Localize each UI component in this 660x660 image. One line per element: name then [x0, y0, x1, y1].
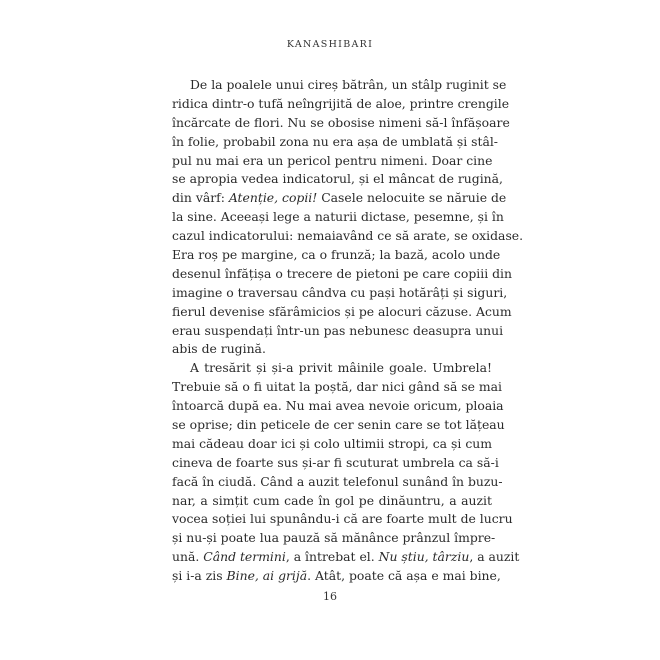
text-segment: cineva de foarte sus și-ar fi scuturat umbrela ca să-i [172, 454, 499, 470]
text-line [172, 473, 503, 492]
text-segment: se oprise; din peticele de cer senin care se tot lățeau [172, 417, 505, 433]
text-line [172, 265, 512, 284]
text-segment: desenul înfățișa o trecere de pietoni pe care copiii din [172, 265, 512, 281]
text-segment: și nu-și poate lua pauză să mănânce prânzul împre- [172, 530, 496, 546]
text-segment: la sine. Aceeași lege a naturii dictase, pesemne, și în [172, 209, 504, 225]
text-segment: fierul devenise sfărâmicios și pe alocuri căzuse. Acum [172, 303, 512, 319]
body-text [172, 76, 524, 586]
text-segment: ună. [172, 549, 204, 565]
text-segment: ridica dintr-o tufă neîngrijită de aloe, printre crengile [172, 95, 510, 111]
text-line [172, 284, 508, 303]
text-line [172, 378, 503, 397]
text-line [172, 510, 513, 529]
text-segment: pul nu mai era un pericol pentru nimeni. Doar cine [172, 152, 493, 168]
italic-text: Atenție, copii! [228, 190, 318, 206]
text-line [172, 397, 504, 416]
italic-text: Când termini [203, 549, 286, 565]
text-line [172, 567, 501, 586]
text-line [172, 548, 520, 567]
text-line [172, 76, 507, 95]
text-line [172, 359, 492, 378]
paragraph [172, 76, 524, 359]
text-segment: în folie, probabil zona nu era așa de umblată și stâl- [172, 133, 498, 149]
text-segment: Casele nelocuite se năruie de [317, 190, 507, 206]
text-line [172, 492, 492, 511]
text-line [172, 114, 510, 133]
text-segment: A tresărit și și-a privit mâinile goale. Umbrela! [190, 360, 492, 376]
text-segment: facă în ciudă. Când a auzit telefonul sunând în buzu- [172, 473, 503, 489]
text-segment: mai cădeau doar ici și colo ultimii stropi, ca și cum [172, 435, 492, 451]
text-line [172, 152, 492, 171]
text-line [172, 95, 510, 114]
text-segment: cazul indicatorului: nemaiavând ce să arate, se oxidase. [172, 228, 524, 244]
text-segment: De la poalele unui cireș bătrân, un stâlp ruginit se [190, 77, 507, 92]
text-segment: . Atât, poate că așa e mai bine, [307, 568, 501, 584]
text-line [172, 529, 496, 548]
italic-text: Bine, ai grijă [226, 568, 308, 584]
text-line [172, 435, 492, 454]
text-line [172, 416, 505, 435]
text-line [172, 170, 503, 189]
text-line [172, 133, 498, 152]
italic-text: Nu știu, târziu [378, 549, 470, 565]
running-head: KANASHIBARI [286, 39, 374, 50]
text-line [172, 322, 504, 341]
text-line [172, 227, 524, 246]
text-line [172, 208, 504, 227]
text-segment: din vârf: [172, 190, 229, 206]
text-line [172, 189, 507, 208]
text-segment: Trebuie să o fi uitat la poștă, dar nici gând să se mai [172, 379, 503, 395]
text-segment: nar, a simțit cum cade în gol pe dinăuntru, a auzit [172, 492, 492, 508]
text-line [172, 303, 512, 322]
text-segment: se apropia vedea indicatorul, și el mâncat de rugină, [172, 171, 503, 187]
text-segment: întoarcă după ea. Nu mai avea nevoie oricum, ploaia [172, 398, 504, 414]
text-line [172, 454, 499, 473]
text-line [172, 340, 492, 359]
text-segment: Era roș pe margine, ca o frunză; la bază, acolo unde [172, 247, 501, 263]
page-number: 16 [323, 590, 337, 603]
text-segment: erau suspendați într-un pas nebunesc deasupra unui [172, 322, 504, 338]
text-segment: imagine o traversau cândva cu pași hotărâți și siguri, [172, 284, 508, 300]
paragraph [172, 359, 520, 586]
text-segment: vocea soției lui spunându-i că are foarte mult de lucru [172, 511, 513, 527]
text-segment: încărcate de flori. Nu se obosise nimeni să-l înfășoare [172, 114, 510, 130]
text-segment: abis de rugină. [172, 341, 266, 357]
text-segment: , a întrebat el. [285, 549, 379, 565]
text-segment: și i-a zis [172, 568, 227, 584]
text-segment: , a auzit [469, 549, 520, 565]
text-line [172, 246, 501, 265]
